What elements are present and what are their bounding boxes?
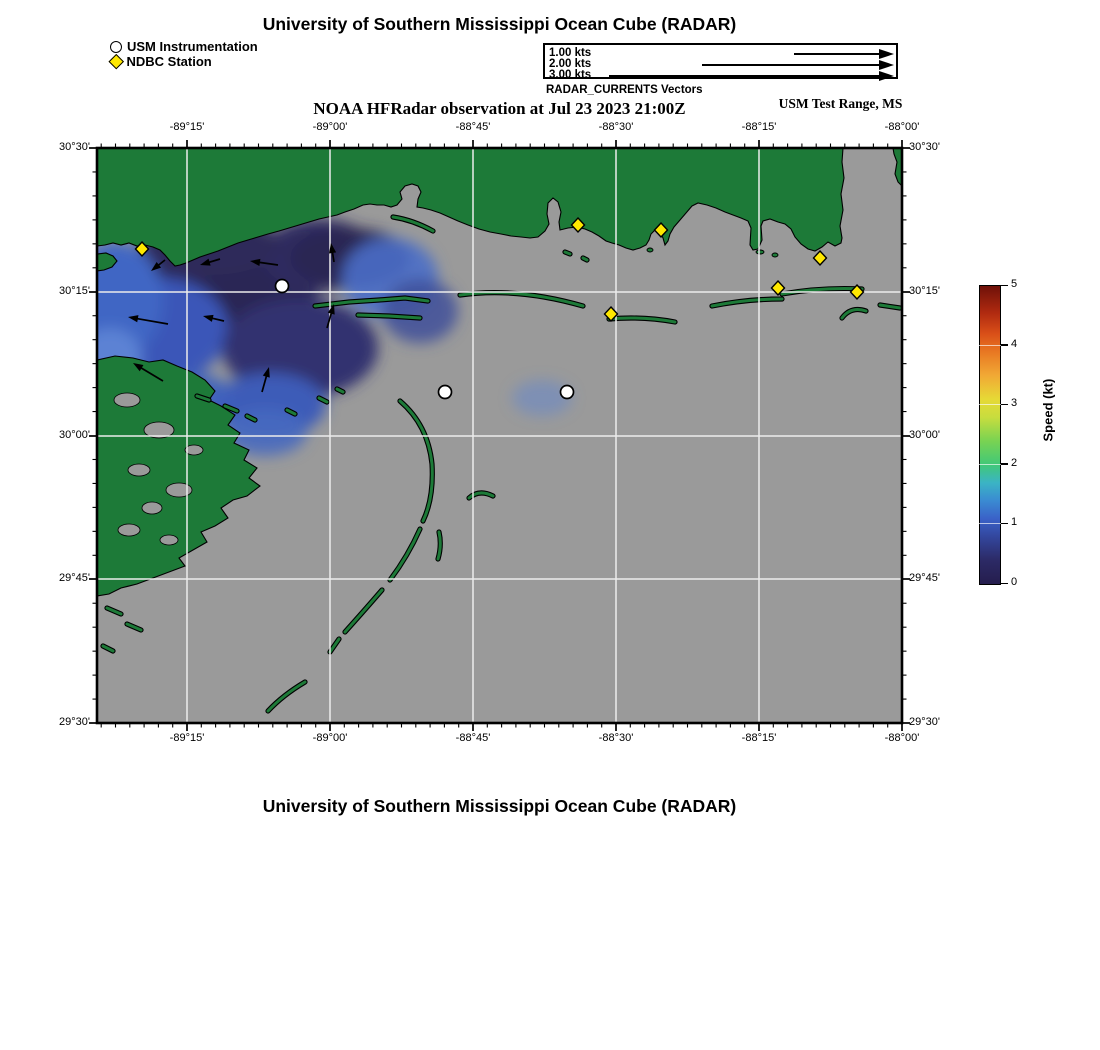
- vector-scale-caption: RADAR_CURRENTS Vectors: [546, 84, 703, 96]
- colorbar-tick: [1001, 404, 1008, 406]
- speed-colorbar: [979, 285, 1001, 585]
- top-title: University of Southern Mississippi Ocean Cube (RADAR): [262, 14, 737, 34]
- lat-tick-label-right: 30°15': [909, 285, 940, 297]
- scale-arrow-tail: [794, 53, 879, 55]
- map-canvas: [85, 136, 914, 735]
- legend-label-ndbc: NDBC Station: [126, 54, 212, 69]
- scale-arrow-tail: [702, 64, 879, 66]
- lat-tick-label-right: 30°30': [909, 141, 940, 153]
- colorbar-tick-label: 0: [1011, 576, 1018, 588]
- colorbar-tick-label: 2: [1011, 456, 1018, 469]
- bottom-title: University of Southern Mississippi Ocean Cube (RADAR): [262, 796, 737, 816]
- colorbar-title: Speed (kt): [1040, 378, 1056, 442]
- scale-arrow-tail: [609, 75, 879, 77]
- lon-tick-label-top: -88°45': [455, 121, 491, 133]
- lat-tick-label-left: 29°45': [59, 572, 90, 584]
- vector-scale-label-2: 2.00 kts: [549, 58, 592, 70]
- lon-tick-label-top: -88°15': [741, 121, 777, 133]
- colorbar-gridline: [979, 404, 1002, 405]
- scale-arrow-head: [879, 71, 894, 81]
- colorbar-tick: [1001, 344, 1008, 346]
- usm-station-marker[interactable]: [439, 386, 452, 399]
- range-label: USM Test Range, MS: [778, 96, 903, 111]
- lon-tick-label-top: -88°30': [598, 121, 634, 133]
- lat-tick-label-left: 29°30': [59, 716, 90, 728]
- colorbar-tick-label: 4: [1011, 337, 1018, 350]
- lat-tick-label-right: 29°45': [909, 572, 940, 584]
- lon-tick-label-bottom: -89°15': [169, 732, 205, 744]
- lat-tick-label-right: 30°00': [909, 429, 940, 441]
- lat-tick-label-left: 30°30': [59, 141, 90, 153]
- colorbar-tick: [1001, 523, 1008, 525]
- colorbar-gridline: [979, 464, 1002, 465]
- legend-label-usm: USM Instrumentation: [127, 39, 258, 54]
- colorbar-tick-label: 3: [1011, 397, 1018, 410]
- usm-station-marker[interactable]: [561, 386, 574, 399]
- lon-tick-label-bottom: -88°15': [741, 732, 777, 744]
- lat-tick-label-right: 29°30': [909, 716, 940, 728]
- lon-tick-label-top: -89°00': [312, 121, 348, 133]
- legend-row-usm: [110, 39, 258, 54]
- colorbar-tick: [1001, 285, 1008, 287]
- usm-station-marker[interactable]: [276, 280, 289, 293]
- ndbc-station-icon: [109, 54, 124, 69]
- scale-arrow-head: [879, 49, 894, 59]
- scale-arrow-head: [879, 60, 894, 70]
- lat-tick-label-left: 30°00': [59, 429, 90, 441]
- legend-row-ndbc: [110, 54, 212, 69]
- usm-instrumentation-icon: [110, 41, 122, 53]
- vector-scale-label-1: 1.00 kts: [549, 47, 592, 59]
- colorbar-tick: [1001, 583, 1008, 585]
- lon-tick-label-bottom: -88°45': [455, 732, 491, 744]
- lon-tick-label-top: -88°00': [884, 121, 920, 133]
- lat-tick-label-left: 30°15': [59, 285, 90, 297]
- vector-scale-box: [543, 43, 898, 79]
- colorbar-tick: [1001, 463, 1008, 465]
- lon-tick-label-bottom: -88°00': [884, 732, 920, 744]
- colorbar-gridline: [979, 523, 1002, 524]
- lon-tick-label-top: -89°15': [169, 121, 205, 133]
- colorbar-tick-label: 1: [1011, 516, 1018, 529]
- vector-scale-label-3: 3.00 kts: [549, 69, 592, 81]
- colorbar-gridline: [979, 345, 1002, 346]
- lon-tick-label-bottom: -89°00': [312, 732, 348, 744]
- observation-subtitle: NOAA HFRadar observation at Jul 23 2023 21:00Z: [313, 99, 686, 118]
- colorbar-tick-label: 5: [1011, 278, 1018, 290]
- lon-tick-label-bottom: -88°30': [598, 732, 634, 744]
